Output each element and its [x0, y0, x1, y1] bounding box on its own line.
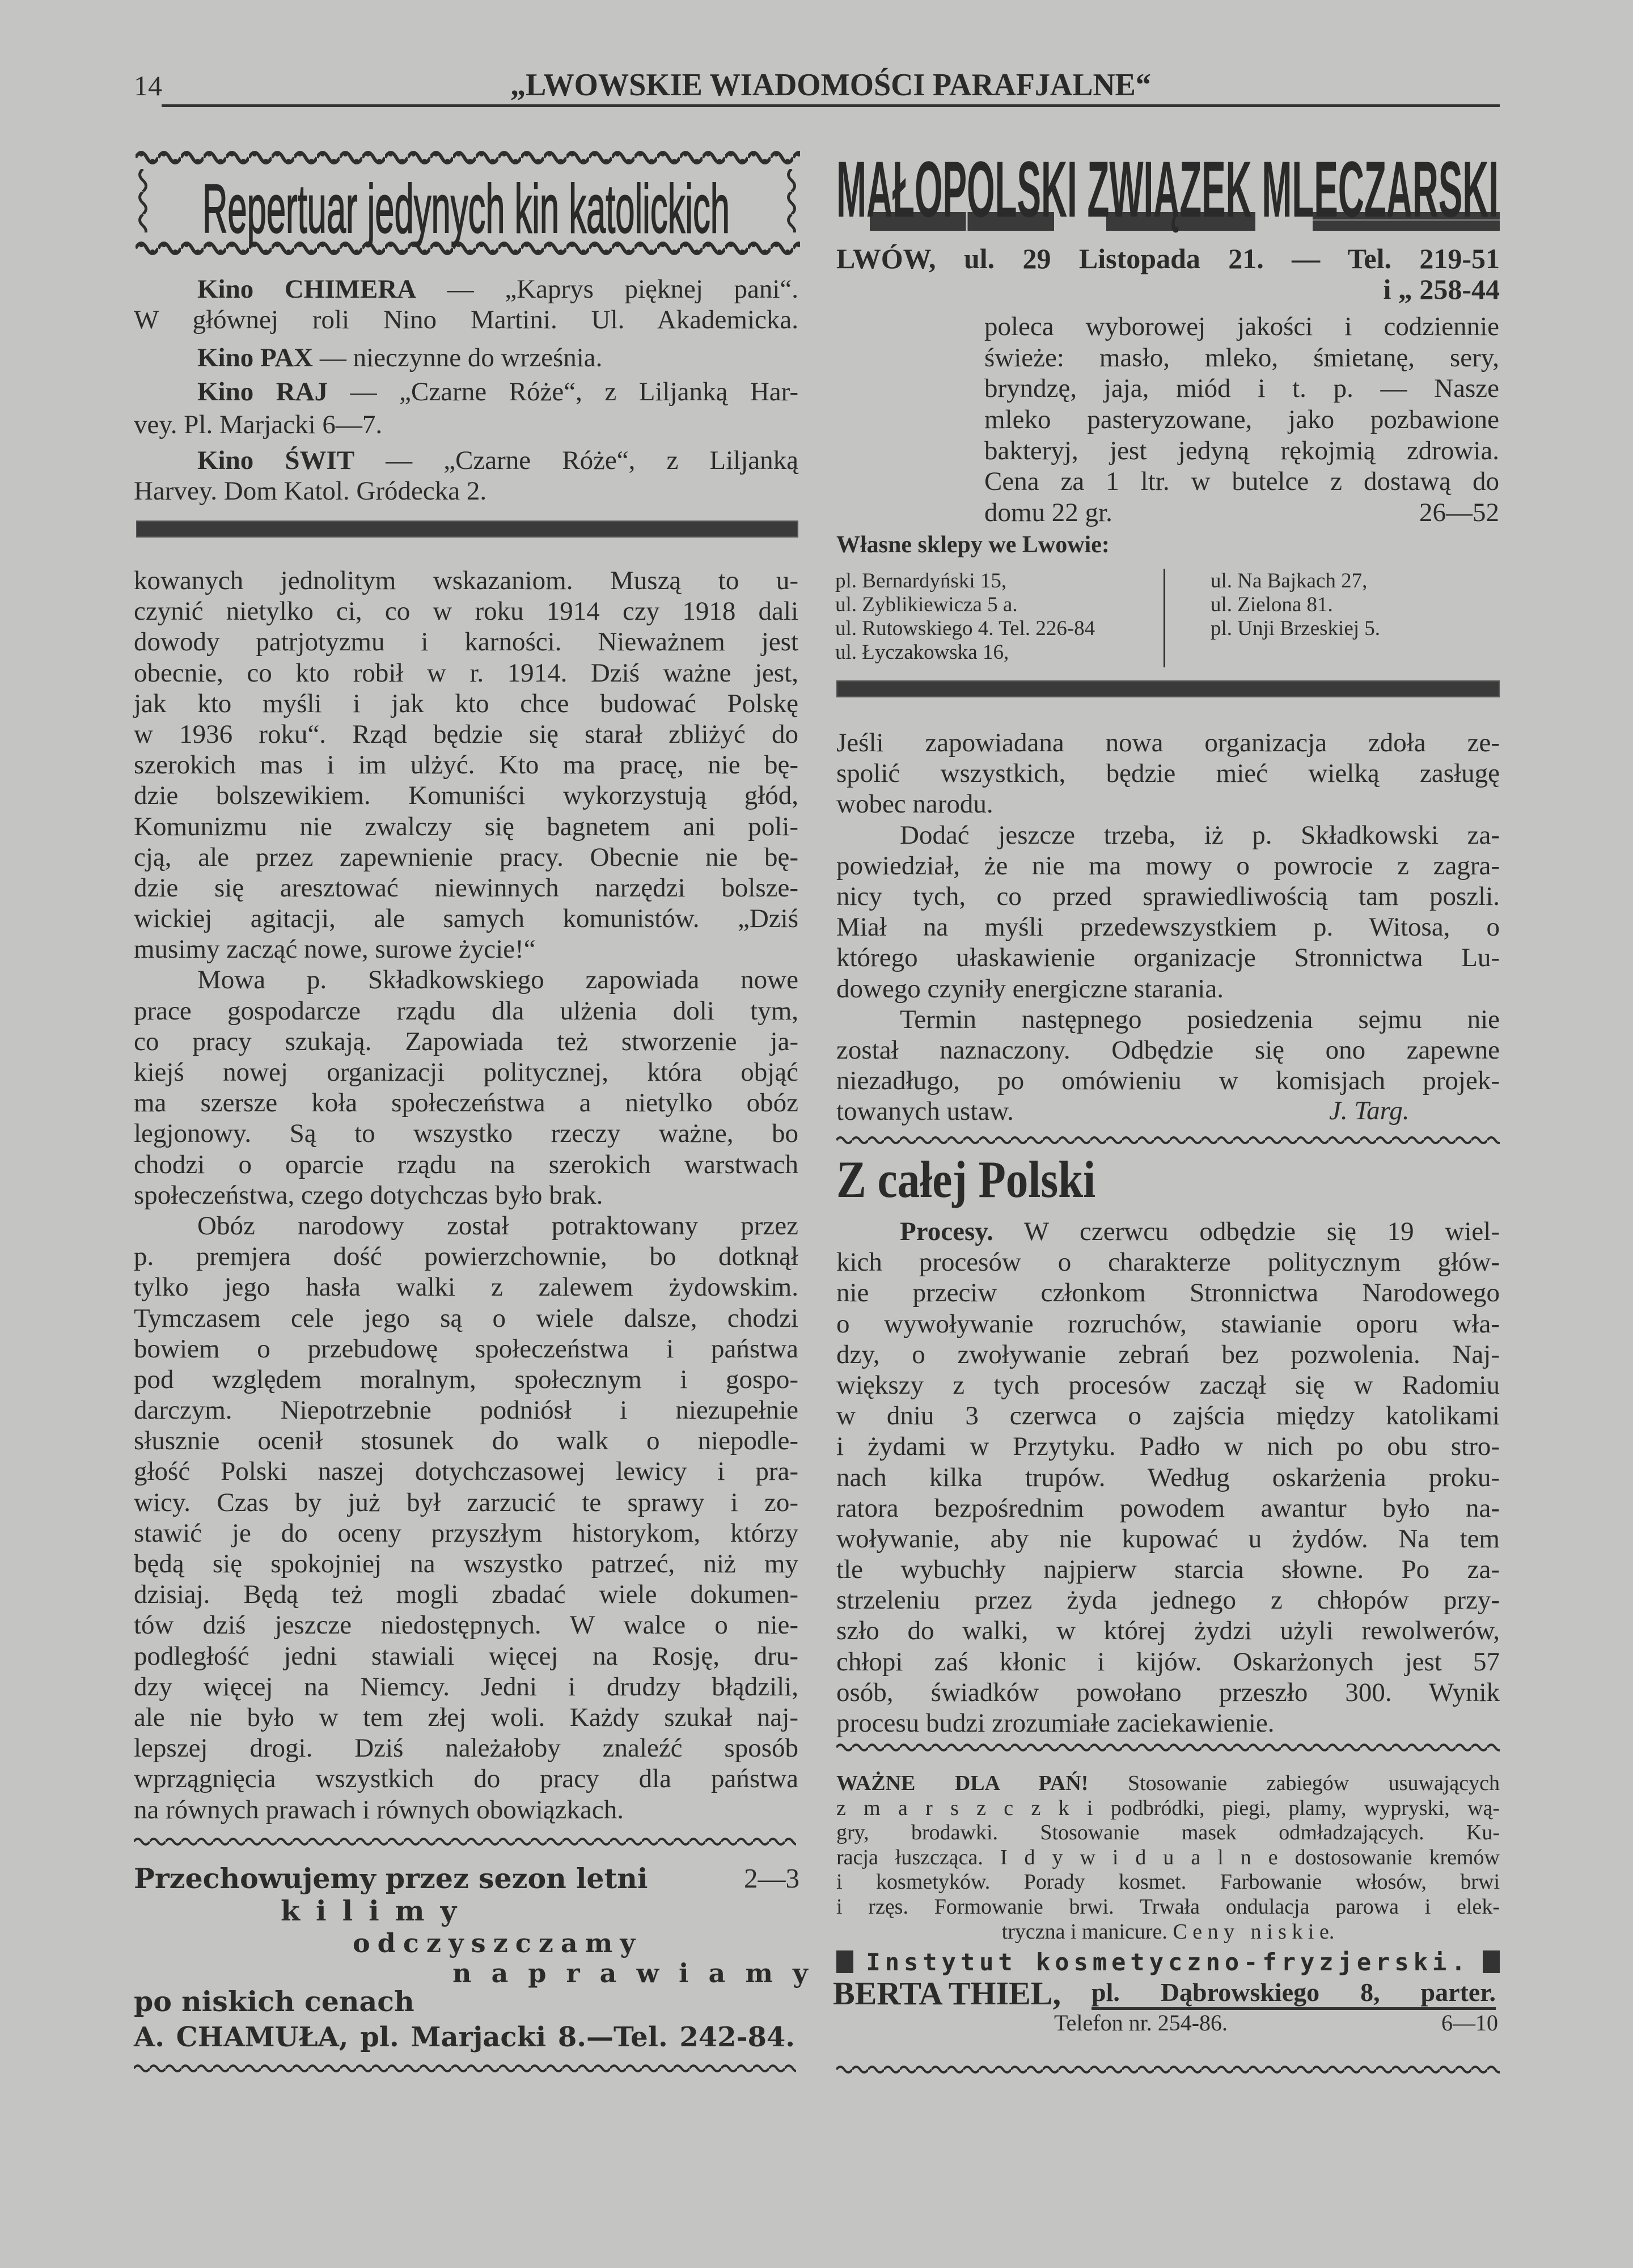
text-line: dzie bolszewikiem. Komuniści wykorzystują głód,	[134, 781, 798, 811]
cinema-detail: W głównej roli Nino Martini. Ul. Akademicka.	[134, 305, 798, 335]
text-line	[984, 497, 1499, 528]
text-line: świeże: masło, mleko, śmietanę, sery,	[984, 342, 1499, 373]
text-line: co pracy szukają. Zapowiada też stworzenie ja-	[134, 1026, 798, 1056]
section-divider-bar	[836, 680, 1500, 697]
carpet-ad-contact: A. CHAMUŁA, pl. Marjacki 8.—Tel. 242-84.	[134, 2021, 795, 2053]
text-line: stawić je do oceny przyszłym historykom, którzy	[134, 1518, 798, 1548]
text-line: obecnie, co kto robił w r. 1914. Dziś ważne jest,	[134, 658, 798, 688]
text-line: nicy tych, co przed sprawiedliwością tam poszli.	[836, 881, 1500, 911]
carpet-ad-word-repair: naprawiamy	[452, 1958, 828, 1988]
text-line: chłopi zaś kłonic i kijów. Oskarżonych jest 57	[836, 1647, 1500, 1677]
text-line: wickiej agitacji, ale samych komunistów. „Dziś	[134, 904, 798, 934]
text-line: Miał na myśli przedewszystkiem p. Witosa, o	[836, 912, 1500, 942]
shop-address: ul. Zielona 81.	[1211, 593, 1333, 616]
cinema-entry-raj	[134, 376, 798, 409]
cinema-film: — nieczynne do września.	[319, 343, 603, 373]
text-line-rest: W czerwcu odbędzie się 19 wiel-	[1023, 1217, 1500, 1246]
cinema-film: — „Kaprys pięknej pani“.	[447, 274, 798, 304]
text-line	[836, 1771, 1500, 1796]
text-line: musimy zacząć nowe, surowe życie!“	[134, 934, 536, 964]
text-line: tów dziś jeszcze niedostępnych. W walce o nie-	[134, 1610, 798, 1640]
cinema-entry-swit	[134, 445, 798, 476]
shops-list-left	[835, 569, 1095, 665]
text-line: bowiem o przebudowę społeczeństwa i państwa	[134, 1334, 798, 1364]
carpet-ad-code: 2—3	[744, 1863, 799, 1894]
text-line: kiejś nowej organizacji politycznej, która objąć	[134, 1057, 798, 1087]
publication-title-text: „LWOWSKIE WIADOMOŚCI PARAFJALNE“	[510, 67, 1151, 103]
text-line: bakteryj, jest jedyną rękojmią zdrowia.	[984, 435, 1499, 466]
text-line: szerokich mas i im ulżyć. Kto ma pracę, nie bę-	[134, 750, 798, 780]
dairy-title	[836, 146, 1500, 232]
text-line: Tymczasem cele jego są o wiele dalsze, chodzi	[134, 1303, 798, 1333]
news-body	[836, 1247, 1500, 1738]
text-line: mleko pasteryzowane, jako pozbawione	[984, 405, 1499, 435]
dairy-description	[984, 311, 1499, 528]
text-line: p. premjera dość powierzchownie, bo dotknął	[134, 1242, 798, 1272]
cinema-listings	[134, 274, 798, 506]
ad-code: 6—10	[1441, 2010, 1498, 2036]
text-line: Mowa p. Składkowskiego zapowiada nowe	[197, 965, 798, 995]
text-line: w 1936 roku“. Rząd będzie się starał zbliżyć do	[134, 719, 798, 749]
text-line: dzie się aresztować niewinnych narzędzi bolsze-	[134, 873, 798, 903]
text-line: kich procesów o charakterze politycznym głów-	[836, 1247, 1500, 1277]
shop-address: ul. Na Bajkach 27,	[1211, 569, 1368, 593]
text-line: powiedział, że nie ma mowy o powrocie z zagra-	[836, 850, 1500, 881]
cinema-detail: vey. Pl. Marjacki 6—7.	[134, 410, 383, 439]
carpet-ad-prices: po niskich cenach	[134, 1985, 414, 2018]
cosmetics-ad	[836, 1771, 1500, 1944]
news-lead: Procesy.	[900, 1217, 993, 1246]
text-line: Cena za 1 ltr. w butelce z dostawą do	[984, 467, 1499, 497]
text-line: bryndzę, jaja, miód i t. p. — Nasze	[984, 374, 1499, 404]
text-line: głość Polski naszej dotychczasowej lewicy i pra-	[134, 1457, 798, 1487]
carpet-ad-word-clean: odczyszczamy	[353, 1928, 643, 1958]
text-line: strzeleniu przez żyda jednego z chłopów przy-	[836, 1585, 1500, 1615]
left-article	[134, 565, 798, 1825]
dairy-address: LWÓW, ul. 29 Listopada 21. — Tel. 219-51	[836, 243, 1500, 274]
text-line: wobec narodu.	[836, 789, 993, 819]
ornament-rule	[134, 1836, 796, 1848]
text-line: i kosmetyków. Porady kosmet. Farbowanie włosów, brwi	[836, 1870, 1500, 1894]
text-line: w dniu 3 czerwca o zajścia między katolikami	[836, 1401, 1500, 1431]
text-line: będą się spokojniej na wszystko patrzeć, niż my	[134, 1549, 798, 1579]
text-line: z m a r s z c z k i podbródki, piegi, plamy, wypryski, wą-	[836, 1796, 1500, 1820]
ad-code: 26—52	[1419, 498, 1499, 528]
header-rule	[162, 104, 1500, 107]
cinema-entry-pax	[134, 342, 798, 376]
text-line-end: domu 22 gr.	[984, 498, 1112, 528]
text-line: procesu budzi zrozumiałe zaciekawienie.	[836, 1708, 1275, 1738]
text-line: ratora bezpośrednim powodem awantur było na-	[836, 1493, 1500, 1523]
text-line: o wywoływanie rozruchów, stawianie oporu wła-	[836, 1309, 1500, 1339]
text-line: dzisiaj. Będą też mogli zbadać wiele dokumen-	[134, 1580, 798, 1610]
right-article	[836, 727, 1500, 1127]
text-line: spolić wszystkich, będzie mieć wielką zasługę	[836, 759, 1500, 789]
cinema-detail: Harvey. Dom Katol. Gródecka 2.	[134, 476, 487, 506]
text-line: dzy więcej na Niemcy. Jedni i drudzy błądzili,	[134, 1672, 798, 1702]
dairy-phone-2: i „ 258-44	[1383, 273, 1500, 305]
text-line: Obóz narodowy został potraktowany przez	[197, 1211, 798, 1241]
text-line: tylko jego hasła walki z zalewem żydowskim.	[134, 1272, 798, 1302]
text-line: legjonowy. Są to wszystko rzeczy ważne, bo	[134, 1119, 798, 1149]
text-line: podległość jedni stawiali więcej na Rosję, dru-	[134, 1641, 798, 1671]
text-line: szło do walki, w której żydzi użyli rewolwerów,	[836, 1616, 1500, 1646]
section-divider-bar	[136, 521, 798, 538]
text-line: gry, brodawki. Stosowanie masek odmładzających. Ku-	[836, 1821, 1500, 1845]
text-line: i żydami w Przytyku. Padło w nich po obu stro-	[836, 1432, 1500, 1462]
text-line: Komunizmu nie zwalczy się bagnetem ani poli-	[134, 811, 798, 841]
carpet-ad-headline: Przechowujemy przez sezon letni	[134, 1862, 648, 1895]
section-heading: Z całej Polski	[836, 1150, 1096, 1208]
cinema-entry-chimera	[134, 274, 798, 304]
text-line: słusznie ocenił stosunek do walk o niepodle-	[134, 1426, 798, 1456]
text-line: na równych prawach i równych obowiązkach.	[134, 1795, 624, 1825]
text-line: chodzi o oparcie rządu na szerokich warstwach	[134, 1149, 798, 1179]
cinema-title	[202, 170, 735, 247]
ornament-rule	[836, 2064, 1500, 2075]
shop-address: ul. Zyblikiewicza 5 a.	[835, 593, 1018, 616]
ornament-rule	[836, 1135, 1500, 1146]
text-line: tryczna i manicure. C e n y n i s k i e.	[1001, 1919, 1335, 1944]
text-line: Dodać jeszcze trzeba, iż p. Składkowski za-	[900, 820, 1500, 850]
cinema-film: — „Czarne Róże“, z Liljanką Har-	[350, 377, 798, 407]
cinema-film: — „Czarne Róże“, z Liljanką	[386, 446, 798, 475]
salon-address: pl. Dąbrowskiego 8, parter.	[1092, 1978, 1496, 2010]
text-line: został naznaczony. Odbędzie się ono zapewne	[836, 1035, 1500, 1065]
cinema-name: Kino ŚWIT	[197, 446, 355, 475]
ornament-rule	[836, 1742, 1500, 1753]
text-line: pod względem moralnym, społecznym i gospo-	[134, 1364, 798, 1394]
text-line: ma szersze koła społeczeństwa a nietylko obóz	[134, 1088, 798, 1118]
author-signature: J. Targ.	[1329, 1096, 1410, 1125]
text-line: osób, świadków powołano przeszło 300. Wynik	[836, 1677, 1500, 1707]
text-line: nach kilka trupów. Według oskarżenia proku-	[836, 1462, 1500, 1492]
text-line: nie przeciw członkom Stronnictwa Narodowego	[836, 1278, 1500, 1308]
text-line: lepszej drogi. Dziś należałoby znaleźć sposób	[134, 1733, 798, 1763]
ornament-rule	[134, 2063, 796, 2075]
carpet-ad-word-kilimy: kilimy	[281, 1894, 473, 1927]
text-line: którego ułaskawienie organizacje Stronnictwa Lu-	[836, 943, 1500, 973]
dairy-title-text: MAŁOPOLSKI ZWIĄZEK MLECZARSKI	[836, 145, 1499, 234]
text-line: dowody patrjotyzmu i karności. Nieważnem jest	[134, 627, 798, 657]
text-line: czynić nietylko ci, co w roku 1914 czy 1918 dali	[134, 596, 798, 627]
cinema-name: Kino CHIMERA	[197, 274, 417, 304]
text-line: wprzągnięcia wszystkich do pracy dla państwa	[134, 1764, 798, 1794]
text-line: dowego czyniły energiczne starania.	[836, 974, 1224, 1004]
text-line: Termin następnego posiedzenia sejmu nie	[900, 1004, 1500, 1034]
text-line: Jeśli zapowiadana nowa organizacja zdoła ze-	[836, 728, 1500, 758]
cinema-name: Kino RAJ	[197, 377, 328, 407]
institute-line	[836, 1947, 1500, 1977]
cinema-title-box	[136, 146, 800, 255]
text-line: i rzęs. Formowanie brwi. Trwała ondulacja parowa i elek-	[836, 1894, 1500, 1919]
shop-address: ul. Rutowskiego 4. Tel. 226-84	[835, 617, 1095, 640]
text-line: racja łuszcząca. I d y w i d u a l n e dostosowanie kremów	[836, 1845, 1500, 1869]
text-line: społeczeństwa, czego dotychczas było brak.	[134, 1180, 603, 1210]
text-line: towanych ustaw.	[836, 1097, 1014, 1127]
shop-address: pl. Unji Brzeskiej 5.	[1211, 617, 1381, 640]
text-line: dzy, o zwoływanie zebrań bez pozwolenia. Naj-	[836, 1339, 1500, 1369]
square-bullet-icon	[836, 1950, 853, 1973]
text-line: jak kto myśli i jak kto chce budować Polskę	[134, 688, 798, 718]
shops-heading: Własne sklepy we Lwowie:	[836, 532, 1110, 558]
salon-owner: BERTA THIEL,	[833, 1975, 1061, 2012]
text-line: większy z tych procesów zaczął się w Radomiu	[836, 1370, 1500, 1400]
ad-lead: WAŻNE DLA PAŃ!	[836, 1771, 1089, 1795]
shop-address: ul. Łyczakowska 16,	[835, 641, 1009, 664]
text-line-rest: Stosowanie zabiegów usuwających	[1127, 1771, 1500, 1795]
salon-phone: Telefon nr. 254-86.	[1054, 2010, 1228, 2036]
cinema-title-text: Repertuar jedynych kin katolickich	[202, 170, 730, 247]
text-line: darczym. Niepotrzebnie podniósł i niezupełnie	[134, 1395, 798, 1425]
publication-title	[510, 62, 1157, 102]
shops-divider	[1164, 569, 1165, 667]
page-number: 14	[134, 70, 162, 101]
institute-name: Instytut kosmetyczno-fryzjerski.	[866, 1948, 1470, 1976]
shops-list-right	[1211, 569, 1380, 641]
cinema-name: Kino PAX	[197, 343, 314, 373]
text-line: niezadługo, po omówieniu w komisjach projek-	[836, 1066, 1500, 1096]
text-line	[836, 1216, 1500, 1247]
text-line: cją, ale przez zapewnienie pracy. Obecnie nie bę-	[134, 842, 798, 872]
text-line: ale nie było w tem złej woli. Każdy szukał naj-	[134, 1702, 798, 1732]
text-line: kowanych jednolitym wskazaniom. Muszą to u-	[134, 566, 798, 595]
text-line: prace gospodarcze rządu dla ulżenia doli tym,	[134, 996, 798, 1026]
shop-address: pl. Bernardyński 15,	[835, 569, 1007, 593]
square-bullet-icon	[1483, 1950, 1500, 1973]
text-line: poleca wyborowej jakości i codziennie	[984, 312, 1499, 341]
text-line: wicy. Czas by już był zarzucić te sprawy i zo-	[134, 1487, 798, 1517]
text-line: tle wybuchły najpierw starcia słowne. Po za-	[836, 1555, 1500, 1585]
text-line: woływanie, aby nie kupować u żydów. Na tem	[836, 1524, 1500, 1554]
news-item-trials	[836, 1216, 1500, 1738]
